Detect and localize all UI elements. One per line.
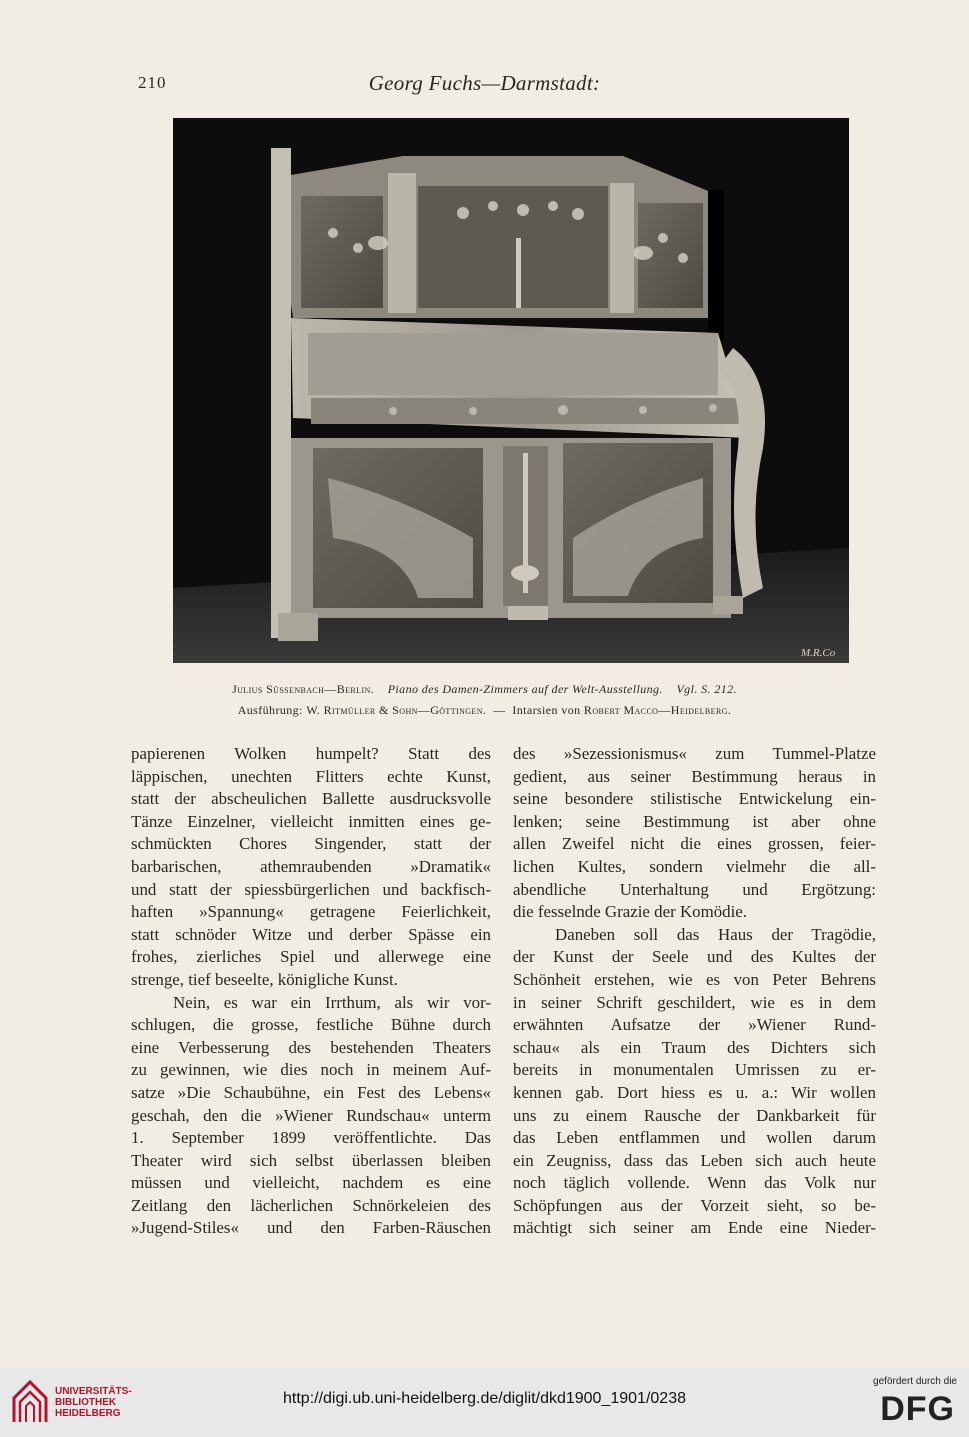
text-line: statt der abscheulichen Ballette ausdrucksvolle [131,789,491,809]
caption-execution-label: Ausführung: [237,703,303,717]
text-line: Nein, es war ein Irrthum, als wir vor- [173,992,491,1012]
caption-reference: Vgl. S. 212. [676,682,737,696]
text-line: 1. September 1899 veröffentlichte. Das [131,1128,491,1148]
text-line: barbarischen, athemraubenden »Dramatik« [131,856,491,876]
text-line: lenken; seine Bestimmung ist aber ohne [513,811,876,831]
text-line: eine Verbesserung des bestehenden Theaters [131,1037,491,1057]
caption-inlay-artist: Robert Macco—Heidelberg. [583,703,732,717]
text-line: schau« als ein Traum des Dichters sich [513,1037,876,1057]
text-line: kennen gab. Dort hiess es u. a.: Wir wollen [513,1082,876,1102]
text-line: noch täglich vollende. Wenn das Volk nur [513,1173,876,1193]
piano-photograph [173,118,849,663]
text-line: frohes, zierliches Spiel und allerwege eine [131,947,491,967]
piano-illustration [173,118,849,663]
text-line: Schöpfungen aus der Vorzeit sieht, so be- [513,1195,876,1215]
text-line: papierenen Wolken humpelt? Statt des [131,744,491,763]
text-line: Schönheit erstehen, wie es von Peter Behrens [513,969,876,989]
permalink-url[interactable]: http://digi.ub.uni-heidelberg.de/diglit/dkd1900_1901/0238 [283,1390,686,1407]
text-line: abendliche Unterhaltung und Ergötzung: [513,879,876,899]
text-line: das Leben entflammen und wollen darum [513,1128,876,1148]
text-line: ein Zeugniss, dass das Leben sich auch heute [513,1150,876,1170]
caption-designer: Julius Süssenbach—Berlin. [232,682,375,696]
text-line: geschah, den die »Wiener Rundschau« unterm [131,1105,491,1125]
figure-caption-line1 [0,682,969,697]
viewer-footer [0,1368,969,1437]
photographer-monogram: M.R.Co [801,647,836,659]
text-line: statt schnöder Witze und derber Spässe ein [131,924,491,944]
caption-inlay-label: Intarsien von [512,703,581,717]
caption-separator: — [493,703,506,717]
text-line: satze »Die Schaubühne, ein Fest des Lebens« [131,1082,491,1102]
text-line: haften »Spannung« getragene Feierlichkeit, [131,902,491,922]
text-line: und statt der spiessbürgerlichen und backfisch- [131,879,491,899]
text-line: allen Zweifel nicht die eines grossen, feier- [513,834,876,854]
right-text-column [513,743,876,1240]
text-line: Tänze Einzelner, vielleicht inmitten eines ge- [131,811,491,831]
left-text-column [131,743,491,1240]
text-line: die fesselnde Grazie der Komödie. [513,902,748,922]
text-line: schmückten Chores Singender, statt der [131,834,491,854]
text-line: bereits in monumentalen Umrissen zu er- [513,1060,876,1080]
page-number: 210 [138,73,167,92]
university-library-name: UNIVERSITÄTS- BIBLIOTHEK HEIDELBERG [55,1386,132,1419]
caption-title: Piano des Damen-Zimmers auf der Welt-Ausstellung. [387,682,663,696]
text-line: Zeitlang den lächerlichen Schnörkeleien des [131,1195,491,1215]
text-line: der Kunst der Seele und des Kultes der [513,947,876,967]
text-line: strenge, tief beseelte, königliche Kunst. [131,969,398,989]
text-line: erwähnten Aufsatze der »Wiener Rund- [513,1015,876,1035]
funding-note: gefördert durch die [873,1376,957,1387]
text-line: läppischen, unechten Flitters echte Kunst, [131,766,491,786]
text-line: Theater wird sich selbst überlassen bleiben [131,1150,491,1170]
text-line: seine besondere stilistische Entwickelung ein- [513,789,876,809]
text-line: zu gewinnen, wie dies noch in meinem Auf- [131,1060,491,1080]
text-line: »Jugend-Stiles« und den Farben-Räuschen [131,1218,491,1238]
figure-caption-line2 [0,703,969,718]
text-line: schlugen, die grosse, festliche Bühne durch [131,1015,491,1035]
caption-maker: W. Ritmüller & Sohn—Göttingen. [306,703,487,717]
text-line: in seiner Schrift geschildert, wie es in dem [513,992,876,1012]
text-line: Daneben soll das Haus der Tragödie, [555,924,876,944]
text-line: lichen Kultes, sondern vielmehr die all- [513,856,876,876]
text-line: uns zu einem Rausche der Dankbarkeit für [513,1105,876,1125]
running-title: Georg Fuchs—Darmstadt: [368,71,601,95]
text-line: müssen und vielleicht, nachdem es eine [131,1173,491,1193]
text-line: des »Sezessionismus« zum Tummel-Platze [513,744,876,763]
text-line: mächtigt sich seiner am Ende eine Nieder- [513,1218,876,1238]
dfg-logo: DFG [880,1390,955,1428]
text-line: gedient, aus seiner Bestimmung heraus in [513,766,876,786]
